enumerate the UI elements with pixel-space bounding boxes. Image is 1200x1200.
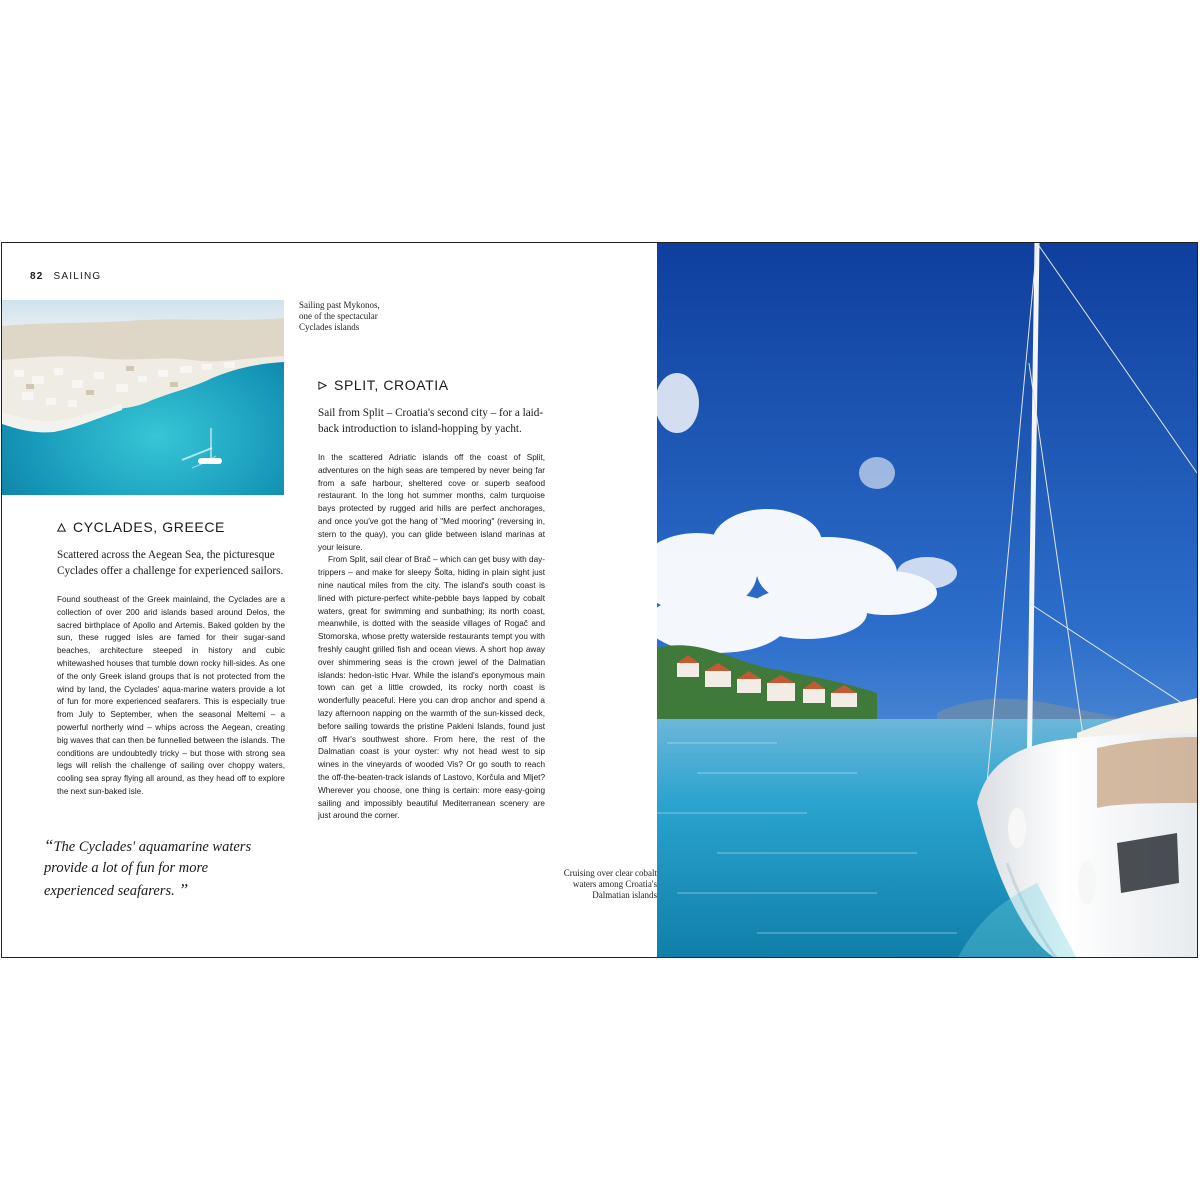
pull-quote — [44, 835, 274, 902]
split-section — [318, 377, 545, 823]
magazine-spread — [1, 242, 1198, 958]
split-heading-text: SPLIT, CROATIA — [334, 377, 449, 393]
body-paragraph: From Split, sail clear of Brač – which can get busy with day-trippers – and make for sleepy Šolta, hiding in plain sight just nine nautical miles from the city. The island's south coast is lined with picture-perfect white-pebble bays lapped by cobalt waters, great for swimming and sunbathing; its north coast, meanwhile, is dotted with the seaside villages of Rogač and Stomorska, whose pretty waterside restaurants tempt you with freshly caught grilled fish and ocean views. A short hop away over shimmering seas is the crown jewel of the Dalmatian islands: hedon-istic Hvar. While the island's eponymous main town can get a little crowded, its rocky north coast is wonderfully peaceful. Here you can drop anchor and spend a lazy afternoon napping on the warmth of the sun-kissed deck, before sailing towards the pristine Pakleni Islands, found just off Hvar's southwest shore. From here, the rest of the Dalmatian coast is your oyster: why not head west to sip wines in the vineyards of wooded Vis? Or go south to reach the off-the-beaten-track islands of Lastovo, Korčula and Mljet? Wherever you choose, one thing is certain: more easy-going sailing and impossibly beautiful Mediterranean scenery are just around the corner. — [318, 555, 545, 821]
mykonos-photo — [2, 300, 284, 495]
caption-line: Cyclades islands — [299, 322, 360, 332]
page-number: 82 — [30, 271, 44, 282]
cyclades-section — [57, 519, 285, 799]
triangle-up-icon — [57, 519, 66, 535]
caption-line: one of the spectacular — [299, 311, 378, 321]
split-heading — [318, 377, 545, 393]
mykonos-aerial-image — [2, 300, 284, 495]
croatia-caption — [547, 868, 657, 901]
mykonos-caption — [299, 300, 389, 333]
split-body — [318, 452, 545, 823]
caption-line: Sailing past Mykonos, — [299, 300, 380, 310]
yacht-harbour-image — [657, 243, 1197, 957]
cyclades-heading-text: CYCLADES, GREECE — [73, 519, 225, 535]
section-name: SAILING — [53, 271, 102, 282]
body-paragraph: In the scattered Adriatic islands off the coast of Split, adventures on the high seas are tempered by never being far from a safe harbour, sheltered cove or superb seafood restaurant. In the long hot summer months, calm turquoise bays protected by rugged arid hills are perfect anchorages, and once you've got the hang of "Med mooring" (reversing in, stern to the quay), you can glide between island marinas at your leisure. — [318, 453, 545, 552]
body-paragraph: Found southeast of the Greek mainlaind, the Cyclades are a collection of over 200 arid islands based around Delos, the sacred birthplace of Apollo and Artemis. Baked golden by the sun, these rugged isles are famed for their sugar-sand beaches, architecture steeped in history and cubic whitewashed houses that tumble down rocky hill-sides. As one of the only Greek island groups that is not protected from the wind by land, the Cyclades' aqua-marine waters provide a lot of fun for more experienced seafarers. This is especially true from July to September, when the seasonal Meltemi – a powerful northerly wind – whips across the Aegean, creating big waves that can then be funnelled between the islands. The conditions are undoubtedly tricky – but those with strong sea legs will relish the challenge of sailing over choppy waters, cooling sea spray flying all around, as they head off to explore the next sun-baked isle. — [57, 595, 285, 796]
pull-quote-text: The Cyclades' aquamarine waters provide a lot of fun for more experienced seafarers. — [44, 839, 252, 899]
split-standfirst: Sail from Split – Croatia's second city – for a laid-back introduction to island-hopping by yacht. — [318, 407, 544, 435]
caption-line: Dalmatian islands — [592, 890, 657, 900]
left-page — [2, 243, 657, 957]
yacht-photo — [657, 243, 1197, 957]
caption-line: Cruising over clear cobalt — [563, 868, 657, 878]
running-head — [30, 271, 101, 282]
triangle-right-icon — [318, 377, 327, 393]
open-quote-mark: “ — [44, 836, 54, 855]
cyclades-heading — [57, 519, 285, 535]
caption-line: waters among Croatia's — [572, 879, 657, 889]
cyclades-standfirst: Scattered across the Aegean Sea, the picturesque Cyclades offer a challenge for experienced sailors. — [57, 549, 284, 577]
cyclades-body — [57, 594, 285, 799]
close-quote-mark: ” — [178, 880, 189, 899]
